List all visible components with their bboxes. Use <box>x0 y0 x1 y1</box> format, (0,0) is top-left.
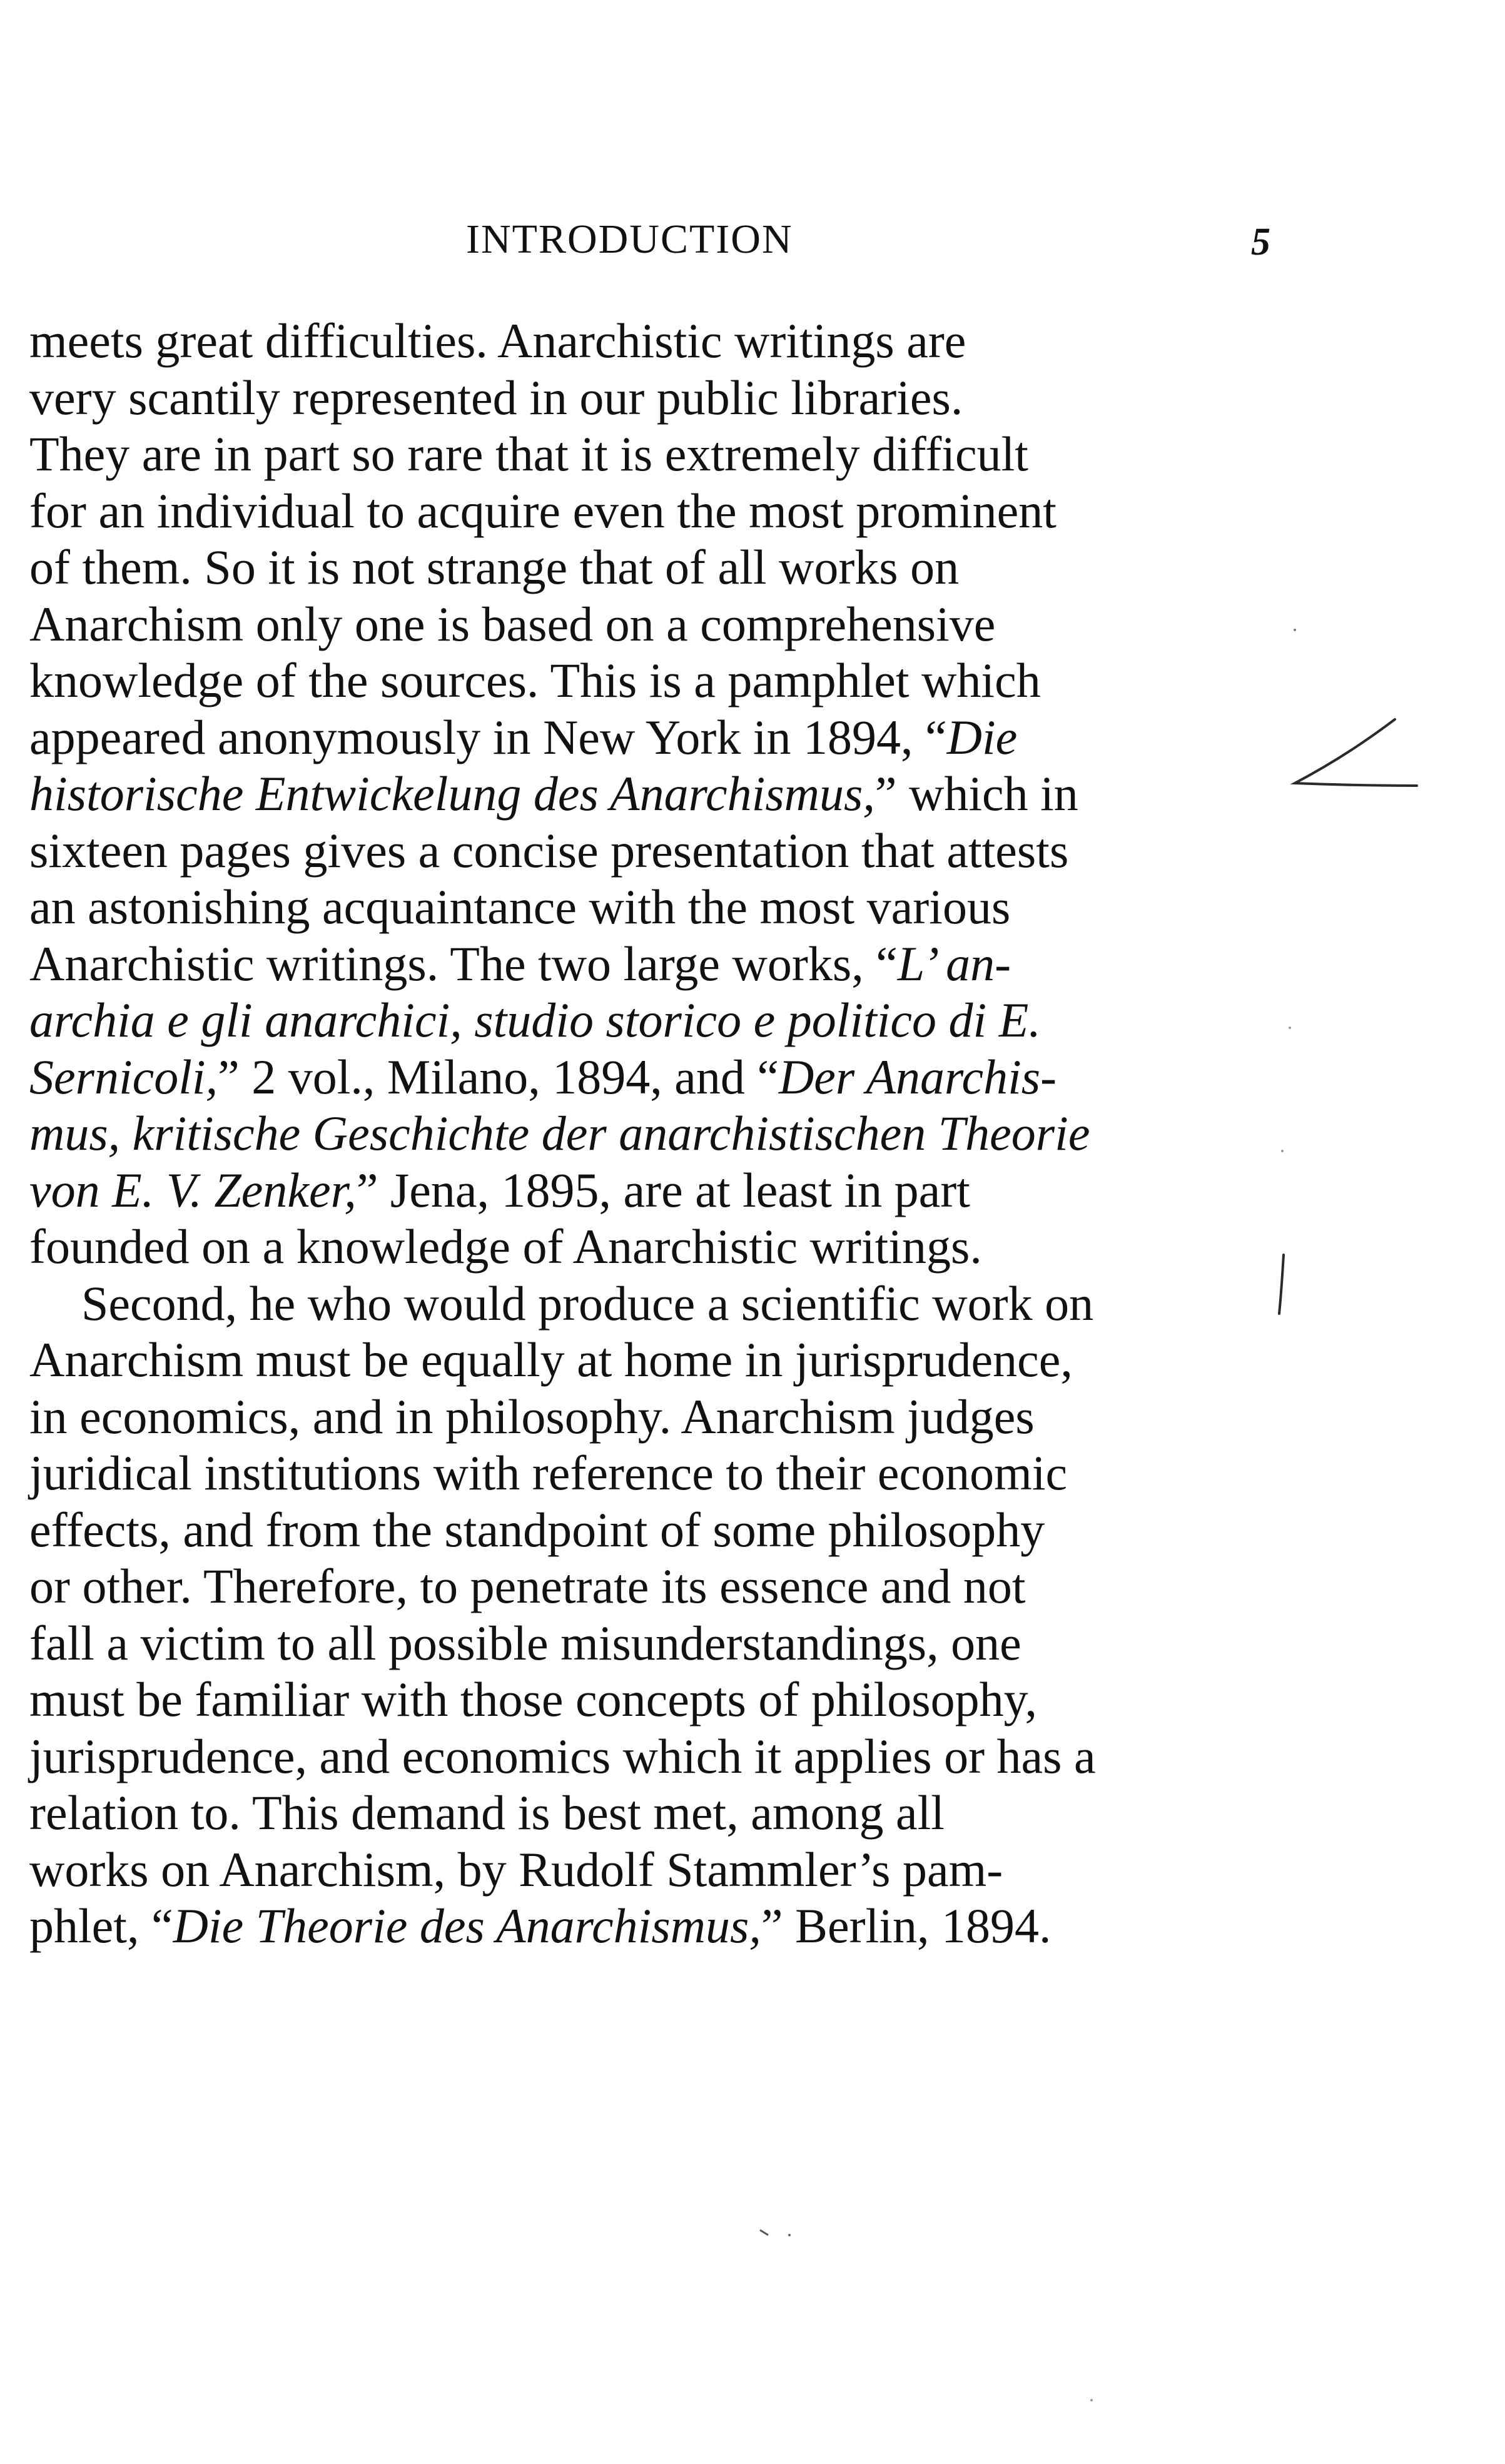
page-number: 5 <box>1251 221 1270 263</box>
text-line: Anarchism only one is based on a comprehensive <box>29 596 996 651</box>
text-line: jurisprudence, and economics which it applies or has a <box>29 1728 1096 1783</box>
text-line: must be familiar with those concepts of philosophy, <box>29 1672 1037 1726</box>
running-head-title: INTRODUCTION <box>466 216 793 262</box>
text-line: relation to. This demand is best met, among all <box>29 1785 945 1840</box>
text-line: appeared anonymously in New York in 1894, “Die <box>29 709 1018 764</box>
text-line: von E. V. Zenker,” Jena, 1895, are at least in part <box>29 1162 970 1217</box>
text-line: of them. So it is not strange that of all works on <box>29 540 960 594</box>
text-line: archia e gli anarchici, studio storico e politico di E. <box>29 993 1041 1047</box>
paragraph-first-line: Second, he who would produce a scientific work on <box>81 1275 1094 1331</box>
text-line: or other. Therefore, to penetrate its essence and not <box>29 1559 1026 1613</box>
text-line: juridical institutions with reference to their economic <box>29 1446 1068 1500</box>
text-line: phlet, “Die Theorie des Anarchismus,” Berlin, 1894. <box>29 1899 1051 1953</box>
text-line: knowledge of the sources. This is a pamphlet which <box>29 653 1041 707</box>
text-line: for an individual to acquire even the most prominent <box>29 483 1057 538</box>
text-line: Anarchistic writings. The two large works, “L’ an- <box>29 936 1011 991</box>
text-line: effects, and from the standpoint of some philosophy <box>29 1502 1045 1557</box>
text-line: works on Anarchism, by Rudolf Stammler’s pam- <box>29 1842 1003 1897</box>
text-line: in economics, and in philosophy. Anarchism judges <box>29 1389 1035 1444</box>
text-line: historische Entwickelung des Anarchismus,” which in <box>29 766 1078 821</box>
text-line: meets great difficulties. Anarchistic writings are <box>29 313 966 368</box>
text-line: Anarchism must be equally at home in jurisprudence, <box>29 1332 1073 1387</box>
text-line: mus, kritische Geschichte der anarchistischen Theorie <box>29 1106 1090 1160</box>
text-line: founded on a knowledge of Anarchistic writings. <box>29 1219 982 1274</box>
text-line: very scantily represented in our public libraries. <box>29 370 963 425</box>
text-line: an astonishing acquaintance with the most various <box>29 880 1011 934</box>
text-line: fall a victim to all possible misunderstandings, one <box>29 1615 1021 1670</box>
text-line: They are in part so rare that it is extremely difficult <box>29 427 1028 481</box>
text-line: sixteen pages gives a concise presentation that attests <box>29 823 1069 878</box>
text-line: Sernicoli,” 2 vol., Milano, 1894, and “Der Anarchis- <box>29 1049 1057 1104</box>
